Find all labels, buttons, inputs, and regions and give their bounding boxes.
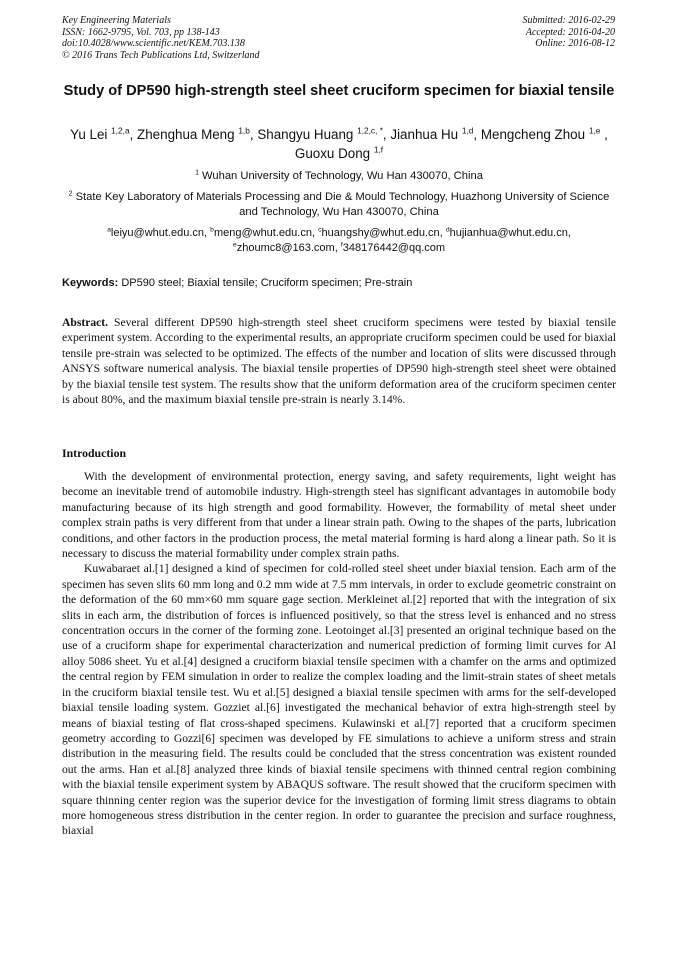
email-link[interactable]: leiyu@whut.edu.cn [110, 227, 205, 239]
keywords-text: DP590 steel; Biaxial tensile; Cruciform specimen; Pre-strain [121, 277, 413, 289]
author-name: Guoxu Dong [294, 146, 371, 161]
section-heading-introduction: Introduction [62, 446, 127, 460]
author-superscript: 1,2,c, * [357, 125, 383, 136]
author-name: Jianhua Hu [390, 127, 459, 142]
author-superscript: 1,d [461, 125, 474, 136]
author-name: Zhenghua Meng [137, 127, 235, 142]
email-superscript: e [232, 241, 237, 249]
email-link[interactable]: meng@whut.edu.cn [213, 227, 312, 239]
abstract-text: Several different DP590 high-strength steel sheet cruciform specimens were tested by biaxial tensile experiment system. According to the experimental results, an appropriate cruciform specimen could be used for biaxial tensile pre-strain was selected to be optimized. The effects of the number and location of slits were discussed through ANSYS software numerical analysis. The biaxial tensile properties of DP590 high-strength steel sheet were obtained by the biaxial tensile test system. The results show that the uniform deformation area of the cruciform specimen center is about 80%, and the maximum biaxial tensile pre-strain is nearly 3.14%. [62, 316, 617, 407]
email-superscript: f [340, 241, 343, 249]
journal-name: Key Engineering Materials [62, 15, 171, 26]
paper-title: Study of DP590 high-strength steel sheet cruciform specimen for biaxial tensile [63, 83, 615, 99]
author-superscript: 1,2,a [111, 125, 130, 136]
email-link[interactable]: huangshy@whut.edu.cn [321, 227, 440, 239]
email-superscript: c [318, 226, 322, 234]
affiliation-1 [62, 169, 616, 184]
email-superscript: b [210, 226, 214, 234]
dates-header [523, 15, 616, 50]
author-name: Shangyu Huang [257, 127, 354, 142]
online-date: Online: 2016-08-12 [535, 38, 615, 49]
issn-line: ISSN: 1662-9795, Vol. 703, pp 138-143 [62, 26, 220, 38]
intro-paragraph: With the development of environmental protection, energy saving, and safety requirements, light weight has become an inevitable trend of automobile industry. High-strength steel has significant advantages in automobile body manufacturing because of its high strength and good formability. However, the formability of metal sheet under complex strain paths is very different from that under a linear strain path. Owing to the shapes of the parts, lubrication conditions, and other factors in the production process, the metal material forming is hard along a linear path. So it is necessary to discuss the material formability under complex strain paths. [62, 470, 616, 561]
author-superscript: 1,e [588, 125, 601, 136]
journal-header [62, 15, 260, 61]
abstract-block [62, 315, 616, 407]
author-name: Yu Lei [70, 127, 108, 142]
author-name: Mengcheng Zhou [480, 127, 586, 142]
affiliation-superscript: 1 [195, 169, 199, 177]
email-link[interactable]: hujianhua@whut.edu.cn [449, 227, 568, 239]
submitted-date: Submitted: 2016-02-29 [522, 15, 615, 26]
email-link[interactable]: 348176442@qq.com [342, 242, 446, 254]
affiliation-text: State Key Laboratory of Materials Processing and Die & Mould Technology, Huazhong University of Science and Technology, Wu Han 430070, China [75, 191, 610, 218]
affiliation-text: Wuhan University of Technology, Wu Han 430070, China [202, 170, 483, 182]
email-list: $^a$leiyu@whut.edu.cn, $^b$meng@whut.edu.cn, $^c$huangshy@whut.edu.cn, $^d$hujianhua@whut.edu.cn, $^e$zhoumc8@163.com, $^f$348176442@qq.com [107, 226, 571, 254]
affiliation-superscript: 2 [68, 190, 73, 198]
email-link[interactable]: zhoumc8@163.com [236, 242, 335, 254]
author-superscript: 1,b [238, 125, 250, 136]
author-superscript: 1,f [373, 144, 384, 155]
copyright-line: © 2016 Trans Tech Publications Ltd, Switzerland [62, 49, 260, 61]
keywords-line [62, 276, 616, 290]
keywords-label: Keywords: [62, 277, 119, 289]
accepted-date: Accepted: 2016-04-20 [525, 26, 615, 38]
affiliation-2 [62, 190, 616, 220]
intro-paragraph: Kuwabaraet al.[1] designed a kind of specimen for cold-rolled steel sheet under biaxial tension. Each arm of the specimen has seven slits 60 mm long and 0.2 mm wide at 7.5 mm intervals, in order to exclude geometric constraint on the deformation of the 60 mm×60 mm square gage section. Merkleinet al.[2] reported that with the integration of six slits in each arm, the distribution of forces is influenced positively, so that the stress level is enhanced and no stress concentration occurs in the corner of the forming zone. Leotoinget al.[3] presented an original technique based on the use of a cruciform shape for experimental characterization and numerical prediction of forming limit curves for Al alloy 5086 sheet. Yu et al.[4] designed a cruciform biaxial tensile specimen with a chamfer on the arms and optimized the central region by FEM simulation in order to realize the complex loading and the limit-strain states of sheet metals in the cruciform biaxial tensile test. Wu et al.[5] designed a biaxial tensile specimen with arms for the self-developed biaxial tensile loading system. Gozziet al.[6] investigated the mechanical behavior of extra high-strength steel by means of biaxial testing of flat cross-shaped specimens. Kulawinski et al.[7] reported that a cruciform specimen geometry according to Gozzi[6] specimen was developed by FE simulations to achieve a uniform stress and strain distribution in the measuring field. The results could be concluded that the stress concentration was existent rounded out the arms. Han et al.[8] analyzed three kinds of biaxial tensile specimens with thinned central region combining with the biaxial tensile experiment system by ABAQUS software. The result showed that the cruciform specimen with square thinning center region was the superior device for the investigation of forming limit stress diagrams to obtain more homogeneous stress distribution in the center region. In order to guarantee the precision and surface roughness, biaxial [62, 562, 616, 838]
abstract-label: Abstract. [62, 316, 109, 329]
author-list: Yu Lei $^{1,2,a}$, Zhenghua Meng $^{1,b}$, Shangyu Huang $^{1,2,c, *}$, Jianhua Hu $^{1,d}$, Mengcheng Zhou $^{1,e}$ , Guoxu Dong $^{1,f}$ [70, 125, 608, 161]
email-superscript: a [107, 226, 111, 234]
introduction-body [62, 469, 616, 839]
email-superscript: d [445, 226, 450, 234]
doi-line: doi:10.4028/www.scientific.net/KEM.703.138 [62, 38, 245, 49]
